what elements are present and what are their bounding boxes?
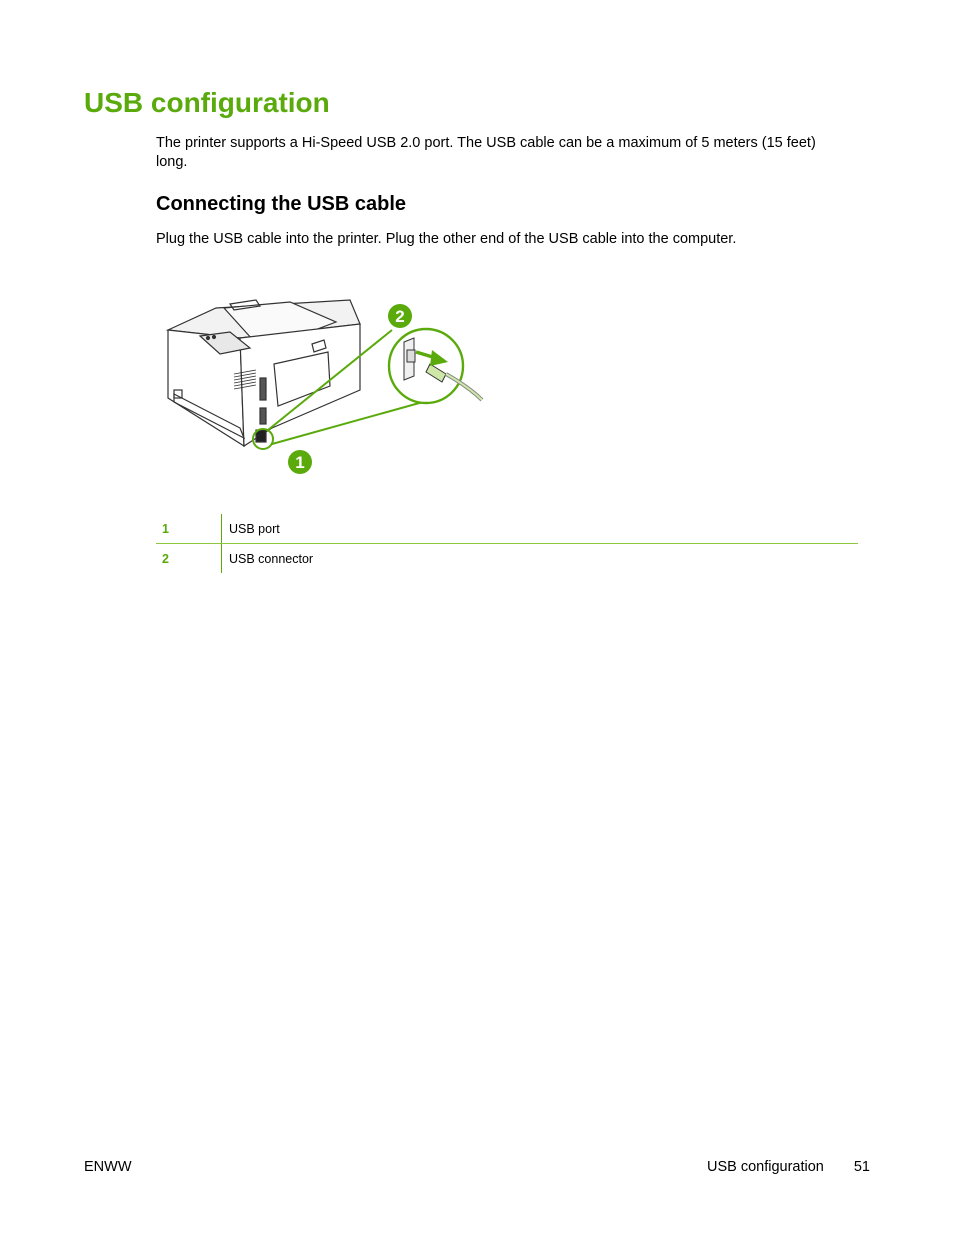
callout-number: 2 [156,544,222,573]
page-title: USB configuration [84,87,330,118]
callout-number: 1 [156,514,222,543]
callout-table [156,514,858,573]
footer-left: ENWW [84,1159,132,1175]
callout-label: USB port [229,521,280,536]
callout-badge-2: 2 [395,307,405,326]
callout-label: USB connector [229,551,314,566]
footer-right [707,1159,870,1175]
usb-connection-illustration [160,278,500,488]
section-heading: Connecting the USB cable [156,193,407,215]
printer-illustration [160,278,500,488]
table-row [156,514,858,544]
instruction-paragraph: Plug the USB cable into the printer. Plug the other end of the USB cable into the computer. [156,231,737,247]
footer-section-title: USB configuration [706,1159,824,1175]
table-row [156,544,858,573]
callout-badge-1: 1 [295,453,305,472]
intro-paragraph: The printer supports a Hi-Speed USB 2.0 port. The USB cable can be a maximum of 5 meters (15 feet) long. [156,135,816,170]
page-number: 51 [853,1159,870,1175]
